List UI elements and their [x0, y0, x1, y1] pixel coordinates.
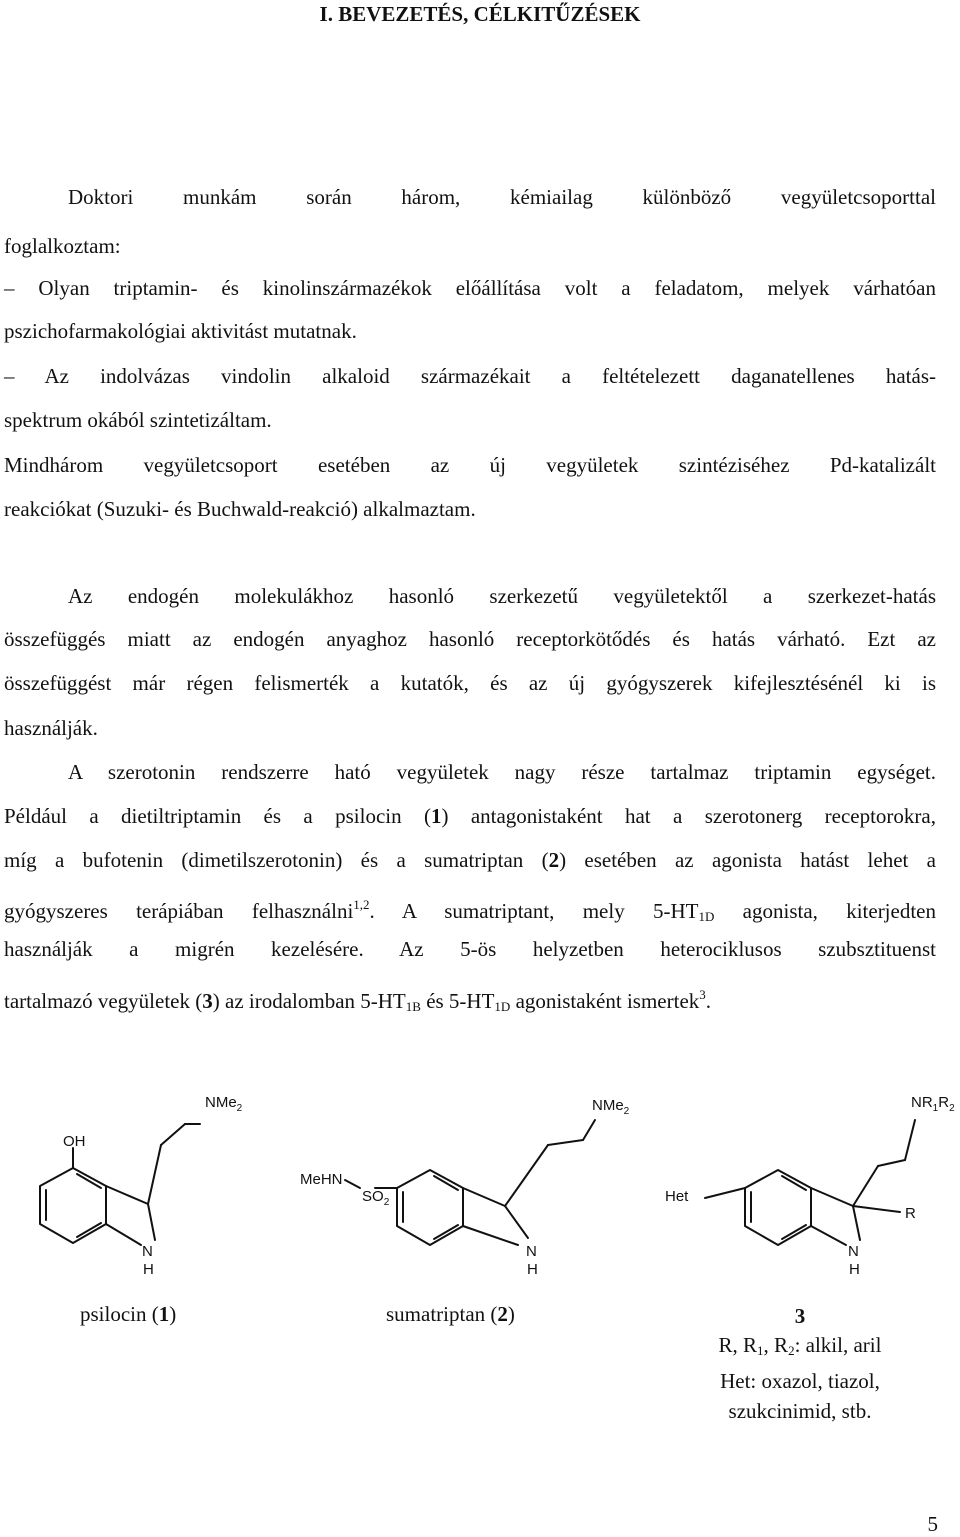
text-span: ) antagonistaként hat a szerotonerg receptorokra, — [441, 804, 936, 828]
atom-label-subscript: 2 — [383, 1197, 390, 1208]
text-span: Például a dietiltriptamin és a psilocin ( — [4, 804, 431, 828]
caption-compound-3 — [680, 1302, 920, 1426]
text-line: Doktori munkám során három, kémiailag különböző vegyületcsoporttal — [68, 185, 936, 209]
text-line: – Olyan triptamin- és kinolinszármazékok előállítása volt a feladatom, melyek várhatóan — [4, 276, 936, 300]
citation: 1,2 — [353, 897, 370, 912]
caption-text: sumatriptan ( — [386, 1302, 498, 1326]
text-span: tartalmazó vegyületek ( — [4, 989, 203, 1013]
text-line: összefüggés miatt az endogén anyaghoz hasonló receptorkötődés és hatás várható. Ezt az — [4, 627, 936, 651]
page-number: 5 — [927, 1512, 938, 1536]
caption-line: szukcinimid, stb. — [728, 1399, 872, 1423]
subscript: 1D — [698, 909, 715, 924]
caption-text: ) — [169, 1302, 177, 1326]
text-line: használják. — [4, 716, 98, 740]
subscript: 2 — [788, 1343, 795, 1358]
atom-label-nme2 — [592, 1097, 630, 1117]
caption-sumatriptan — [386, 1302, 515, 1327]
text-line — [4, 980, 712, 1014]
atom-label-subscript: 2 — [949, 1103, 955, 1114]
atom-label-so2 — [362, 1188, 390, 1208]
caption-text: ) — [507, 1302, 515, 1326]
atom-label-n: N — [142, 1243, 153, 1260]
text-span: agonistaként ismertek — [510, 989, 700, 1013]
subscript: 1D — [494, 999, 511, 1014]
text-line — [4, 801, 936, 831]
citation: 3 — [699, 987, 706, 1002]
text-line: használják a migrén kezelésére. Az 5-ös helyzetben heterociklusos szubsztituenst — [4, 937, 936, 961]
caption-text: , R — [763, 1333, 789, 1357]
caption-text: psilocin ( — [80, 1302, 159, 1326]
text-span: ) az irodalomban 5-HT — [212, 989, 406, 1013]
text-line: reakciókat (Suzuki- és Buchwald-reakció) alkalmaztam. — [4, 497, 476, 521]
atom-label-subscript: 1 — [932, 1103, 939, 1114]
atom-label-n: N — [526, 1243, 537, 1260]
caption-line: Het: oxazol, tiazol, — [720, 1369, 880, 1393]
chemical-structures — [0, 1080, 960, 1290]
text-span: gyógyszeres terápiában felhasználni — [4, 899, 354, 923]
text-span: ) esetében az agonista hatást lehet a — [559, 848, 936, 872]
text-line: összefüggést már régen felismerték a kutatók, és az új gyógyszerek kifejlesztésénél ki is — [4, 671, 936, 695]
atom-label-subscript: 2 — [623, 1106, 630, 1117]
atom-label-n: N — [848, 1243, 859, 1260]
text-span: és 5-HT — [420, 989, 495, 1013]
atom-label-subscript: 2 — [236, 1103, 243, 1114]
atom-label-h: H — [527, 1261, 538, 1278]
compound-number: 1 — [430, 804, 442, 828]
caption-compound-number — [680, 1302, 920, 1330]
caption-text: : alkil, aril — [794, 1333, 882, 1357]
compound-number: 2 — [548, 848, 560, 872]
atom-label-h: H — [143, 1261, 154, 1278]
text-line — [4, 845, 936, 875]
text-line: – Az indolvázas vindolin alkaloid származékait a feltételezett daganatellenes hatás- — [4, 364, 936, 388]
atom-label-text: NMe — [592, 1097, 624, 1114]
text-line: foglalkoztam: — [4, 234, 121, 258]
caption-psilocin — [80, 1302, 176, 1327]
caption-line — [680, 1330, 920, 1366]
atom-label-nr1r2 — [911, 1094, 955, 1114]
compound-3-structure — [705, 1120, 915, 1245]
atom-label-mehn: MeHN — [300, 1171, 343, 1188]
compound-number: 3 — [794, 1304, 806, 1328]
text-line: Mindhárom vegyületcsoport esetében az új vegyületek szintéziséhez Pd-katalizált — [4, 453, 936, 477]
subscript: 1 — [757, 1343, 764, 1358]
page-title: I. BEVEZETÉS, CÉLKITŰZÉSEK — [319, 2, 641, 26]
atom-label-text: NMe — [205, 1094, 237, 1111]
text-line: spektrum okából szintetizáltam. — [4, 408, 272, 432]
text-span: agonista, kiterjedten — [714, 899, 936, 923]
subscript: 1B — [405, 999, 421, 1014]
text-line: pszichofarmakológiai aktivitást mutatnak. — [4, 319, 357, 343]
caption-text: R, R — [718, 1333, 758, 1357]
atom-label-text: SO — [362, 1188, 384, 1205]
atom-label-r: R — [905, 1205, 916, 1222]
compound-number: 3 — [202, 989, 213, 1013]
compound-number: 2 — [497, 1302, 508, 1326]
atom-label-h: H — [849, 1261, 860, 1278]
atom-label-het: Het — [665, 1188, 689, 1205]
atom-label-text: NR — [911, 1094, 933, 1111]
text-line: A szerotonin rendszerre ható vegyületek nagy része tartalmaz triptamin egységet. — [68, 760, 936, 784]
text-span: . A sumatriptant, mely 5-HT — [369, 899, 699, 923]
text-line: Az endogén molekulákhoz hasonló szerkezetű vegyületektől a szerkezet-hatás — [68, 584, 936, 608]
atom-label-text: R — [938, 1094, 950, 1111]
atom-label-nme2 — [205, 1094, 243, 1114]
atom-label-oh: OH — [63, 1133, 86, 1150]
text-line — [4, 890, 936, 924]
sumatriptan-structure — [345, 1120, 595, 1245]
text-span: míg a bufotenin (dimetilszerotonin) és a sumatriptan ( — [4, 848, 549, 872]
text-span: . — [705, 989, 712, 1013]
compound-number: 1 — [158, 1302, 170, 1326]
